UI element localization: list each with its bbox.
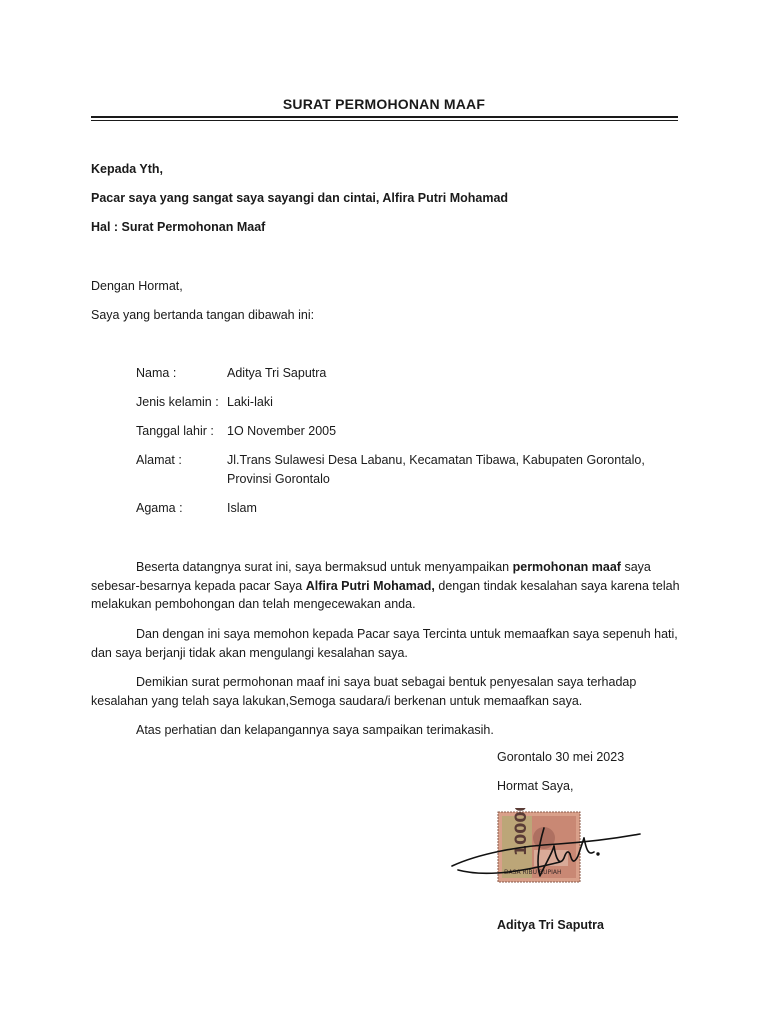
- field-label-gender: Jenis kelamin :: [136, 395, 219, 409]
- subject-line: Hal : Surat Permohonan Maaf: [91, 220, 266, 234]
- field-label-name: Nama :: [136, 366, 177, 380]
- paragraph-2-line-1: Dan dengan ini saya memohon kepada Pacar saya Tercinta untuk memaafkan saya sepenuh hati,: [136, 627, 678, 641]
- signer-name: Aditya Tri Saputra: [497, 918, 604, 932]
- title-rule-thick: [91, 116, 678, 118]
- emphasis-apology: permohonan maaf: [512, 560, 621, 574]
- field-value-birthdate: 1O November 2005: [227, 424, 337, 438]
- text-run: sebesar-besarnya kepada pacar Saya: [91, 578, 306, 593]
- letter-title: SURAT PERMOHONAN MAAF: [282, 96, 486, 112]
- paragraph-1-line-1: [91, 558, 691, 577]
- field-label-birthdate: Tanggal lahir :: [136, 424, 214, 438]
- field-value-gender: Laki-laki: [227, 395, 273, 409]
- stamp-value: 10000: [511, 808, 530, 856]
- field-label-religion: Agama :: [136, 501, 183, 515]
- emphasis-recipient-name: Alfira Putri Mohamad,: [305, 578, 435, 593]
- paragraph-1: [91, 558, 691, 614]
- signature-area: [448, 808, 648, 888]
- paragraph-3-line-1: Demikian surat permohonan maaf ini saya buat sebagai bentuk penyesalan saya terhadap: [136, 675, 637, 689]
- closing-regards: Hormat Saya,: [497, 779, 574, 793]
- intro-line: Saya yang bertanda tangan dibawah ini:: [91, 308, 315, 322]
- field-value-religion: Islam: [227, 501, 257, 515]
- field-label-address: Alamat :: [136, 453, 182, 467]
- paragraph-2-line-2: dan saya berjanji tidak akan mengulangi kesalahan saya.: [91, 645, 408, 660]
- field-value-name: Aditya Tri Saputra: [227, 366, 327, 380]
- place-date: Gorontalo 30 mei 2023: [497, 750, 625, 764]
- field-value-address: Jl.Trans Sulawesi Desa Labanu, Kecamatan Tibawa, Kabupaten Gorontalo,: [227, 453, 645, 467]
- recipient-line: Pacar saya yang sangat saya sayangi dan cintai, Alfira Putri Mohamad: [91, 191, 509, 205]
- paragraph-1-line-3: melakukan pembohongan dan telah mengecewakan anda.: [91, 597, 416, 611]
- paragraph-3: [91, 673, 691, 710]
- text-run: Beserta datangnya surat ini, saya bermaksud untuk menyampaikan: [136, 560, 513, 574]
- paragraph-3-line-2: kesalahan yang telah saya lakukan,Semoga saudara/i berkenan untuk memaafkan saya.: [91, 693, 583, 708]
- paragraph-4-line-1: Atas perhatian dan kelapangannya saya sampaikan terimakasih.: [136, 723, 494, 737]
- stamp-and-signature-graphic: [448, 808, 648, 888]
- text-run: saya: [620, 560, 651, 574]
- paragraph-1-line-2: [91, 577, 691, 596]
- paragraph-2: [91, 625, 691, 662]
- stamp-caption: DASA RIBU RUPIAH: [504, 869, 562, 876]
- salutation: Dengan Hormat,: [91, 279, 183, 293]
- field-value-address-cont: Provinsi Gorontalo: [227, 472, 330, 486]
- recipient-greeting: Kepada Yth,: [91, 162, 164, 176]
- text-run: dengan tindak kesalahan saya karena telah: [434, 578, 680, 593]
- title-rule-thin: [91, 120, 678, 121]
- paragraph-4: [91, 721, 691, 740]
